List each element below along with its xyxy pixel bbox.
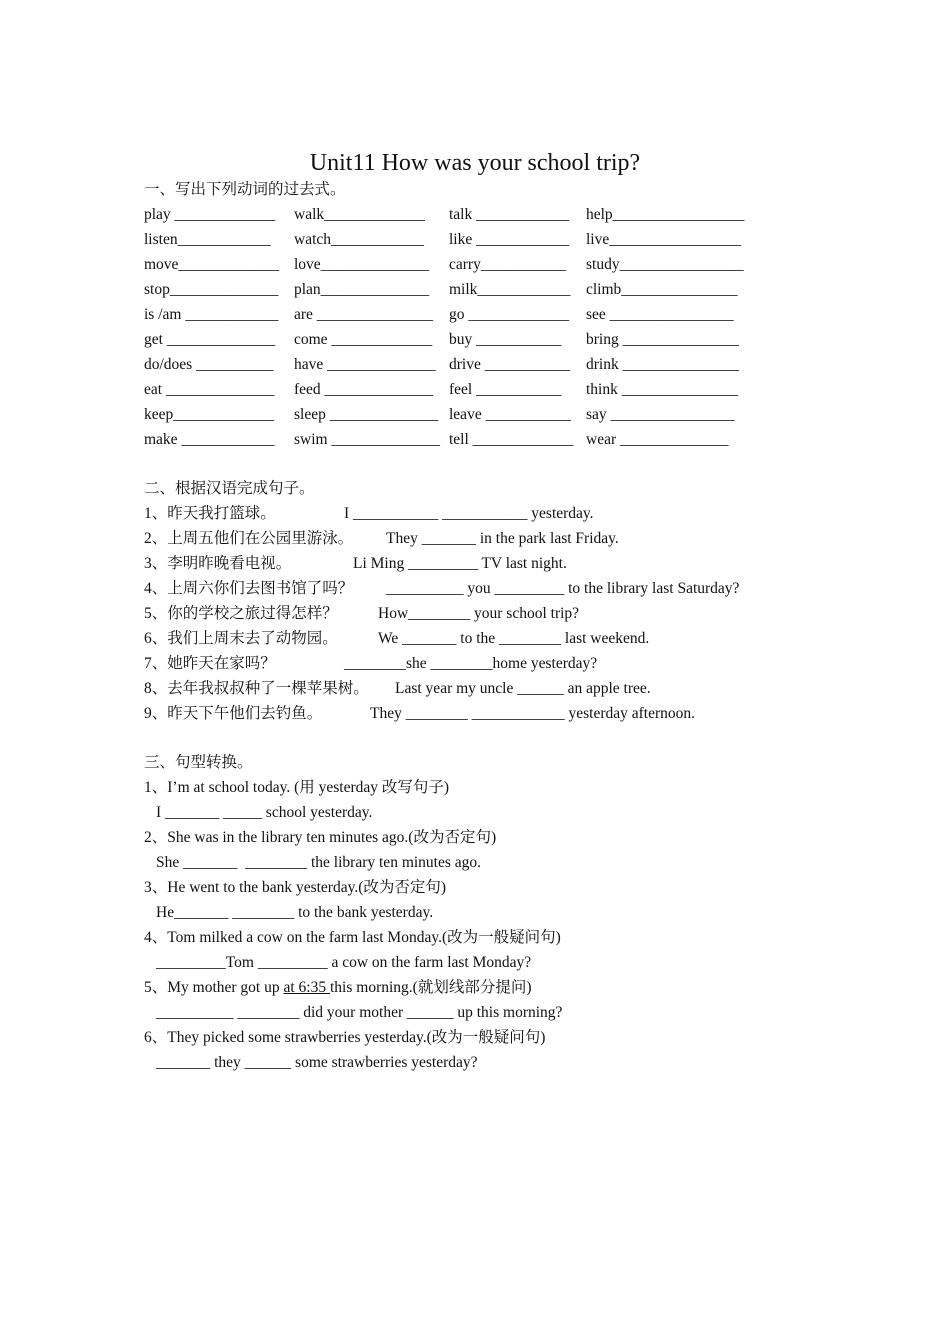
s3-question-5 <box>144 978 532 998</box>
verb-row <box>144 405 784 425</box>
verb-blank: make ____________ <box>144 431 275 448</box>
verb-blank: feel ___________ <box>449 381 562 398</box>
verb-blank: bring _______________ <box>586 331 739 348</box>
s2-item-2-en: They _______ in the park last Friday. <box>386 530 619 547</box>
s3-answer-4: _________Tom _________ a cow on the farm last Monday? <box>156 954 532 971</box>
verb-blank: see ________________ <box>586 306 734 323</box>
verb-blank: drive ___________ <box>449 356 570 373</box>
verb-blank: milk____________ <box>449 281 571 298</box>
s3-answer-5: __________ ________ did your mother ______ up this morning? <box>156 1004 563 1021</box>
s2-item-6-cn: 6、我们上周末去了动物园。 <box>144 630 338 647</box>
verb-blank: love______________ <box>294 256 430 273</box>
verb-blank: tell _____________ <box>449 431 574 448</box>
verb-row <box>144 255 784 275</box>
s2-item-3-cn: 3、李明昨晚看电视。 <box>144 555 292 572</box>
s2-item-8-en: Last year my uncle ______ an apple tree. <box>395 680 651 697</box>
verb-row <box>144 280 784 300</box>
s3-question-4: 4、Tom milked a cow on the farm last Monday.(改为一般疑问句) <box>144 929 561 946</box>
verb-blank: get ______________ <box>144 331 276 348</box>
verb-blank: talk ____________ <box>449 206 570 223</box>
verb-row <box>144 380 784 400</box>
page-title: Unit11 How was your school trip? <box>309 150 641 176</box>
verb-blank: like ____________ <box>449 231 570 248</box>
s3-answer-1: I _______ _____ school yesterday. <box>156 804 373 821</box>
s3-question-5-post: this morning.(就划线部分提问) <box>330 979 532 996</box>
verb-blank: walk_____________ <box>294 206 425 223</box>
s2-item-2-cn: 2、上周五他们在公园里游泳。 <box>144 530 354 547</box>
verb-blank: wear ______________ <box>586 431 729 448</box>
verb-blank: say ________________ <box>586 406 735 423</box>
s2-item-7-cn: 7、她昨天在家吗？ <box>144 655 276 672</box>
s3-answer-2: She _______ ________ the library ten minutes ago. <box>156 854 482 871</box>
verb-row <box>144 305 784 325</box>
section2-heading: 二、根据汉语完成句子。 <box>144 480 315 497</box>
s3-question-3: 3、He went to the bank yesterday.(改为否定句) <box>144 879 447 896</box>
s3-question-2: 2、She was in the library ten minutes ago.(改为否定句) <box>144 829 497 846</box>
verb-blank: do/does __________ <box>144 356 274 373</box>
s3-answer-6: _______ they ______ some strawberries yesterday? <box>156 1054 478 1071</box>
verb-blank: watch____________ <box>294 231 425 248</box>
s2-item-9-en: They ________ ____________ yesterday afternoon. <box>370 705 696 722</box>
verb-blank: plan______________ <box>294 281 430 298</box>
s3-question-5-pre: 5、My mother got up <box>144 979 284 996</box>
verb-blank: keep_____________ <box>144 406 275 423</box>
verb-blank: play _____________ <box>144 206 276 223</box>
verb-blank: stop______________ <box>144 281 279 298</box>
verb-blank: help_________________ <box>586 206 745 223</box>
verb-blank: carry___________ <box>449 256 567 273</box>
s3-question-6: 6、They picked some strawberries yesterday.(改为一般疑问句) <box>144 1029 546 1046</box>
s3-answer-3: He_______ ________ to the bank yesterday. <box>156 904 434 921</box>
section1-heading: 一、写出下列动词的过去式。 <box>144 181 346 198</box>
verb-blank: buy ___________ <box>449 331 562 348</box>
verb-blank: live_________________ <box>586 231 741 248</box>
verb-row <box>144 230 784 250</box>
verb-row <box>144 330 784 350</box>
section3-heading: 三、句型转换。 <box>144 754 253 771</box>
verb-blank: study________________ <box>586 256 744 273</box>
s2-item-5-en: How________ your school trip? <box>378 605 580 622</box>
s2-item-5-cn: 5、你的学校之旅过得怎样？ <box>144 605 338 622</box>
verb-row <box>144 430 784 450</box>
s2-item-3-en: Li Ming _________ TV last night. <box>353 555 567 572</box>
s3-question-5-underlined: at 6:35 <box>283 979 330 996</box>
s2-item-7-en: ________she ________home yesterday? <box>344 655 598 672</box>
s2-item-1-cn: 1、昨天我打篮球。 <box>144 505 276 522</box>
verb-blank: swim ______________ <box>294 431 440 448</box>
s2-item-4-en: __________ you _________ to the library last Saturday? <box>386 580 740 597</box>
verb-blank: sleep ______________ <box>294 406 439 423</box>
verb-blank: come _____________ <box>294 331 433 348</box>
s2-item-1-en: I ___________ ___________ yesterday. <box>344 505 594 522</box>
verb-blank: are _______________ <box>294 306 434 323</box>
verb-blank: feed ______________ <box>294 381 434 398</box>
verb-blank: have ______________ <box>294 356 436 373</box>
verb-blank: eat ______________ <box>144 381 275 398</box>
verb-blank: climb_______________ <box>586 281 738 298</box>
s2-item-6-en: We _______ to the ________ last weekend. <box>378 630 650 647</box>
verb-blank: drink _______________ <box>586 356 739 373</box>
verb-blank: think _______________ <box>586 381 738 398</box>
s2-item-8-cn: 8、去年我叔叔种了一棵苹果树。 <box>144 680 369 697</box>
verb-row <box>144 205 784 225</box>
s3-question-1: 1、I’m at school today. (用 yesterday 改写句子) <box>144 779 450 796</box>
verb-blank: is /am ____________ <box>144 306 279 323</box>
verb-blank: leave ___________ <box>449 406 571 423</box>
s2-item-9-cn: 9、昨天下午他们去钓鱼。 <box>144 705 323 722</box>
verb-blank: move_____________ <box>144 256 280 273</box>
verb-row <box>144 355 784 375</box>
verb-blank: go _____________ <box>449 306 570 323</box>
s2-item-4-cn: 4、上周六你们去图书馆了吗？ <box>144 580 354 597</box>
verb-blank: listen____________ <box>144 231 271 248</box>
